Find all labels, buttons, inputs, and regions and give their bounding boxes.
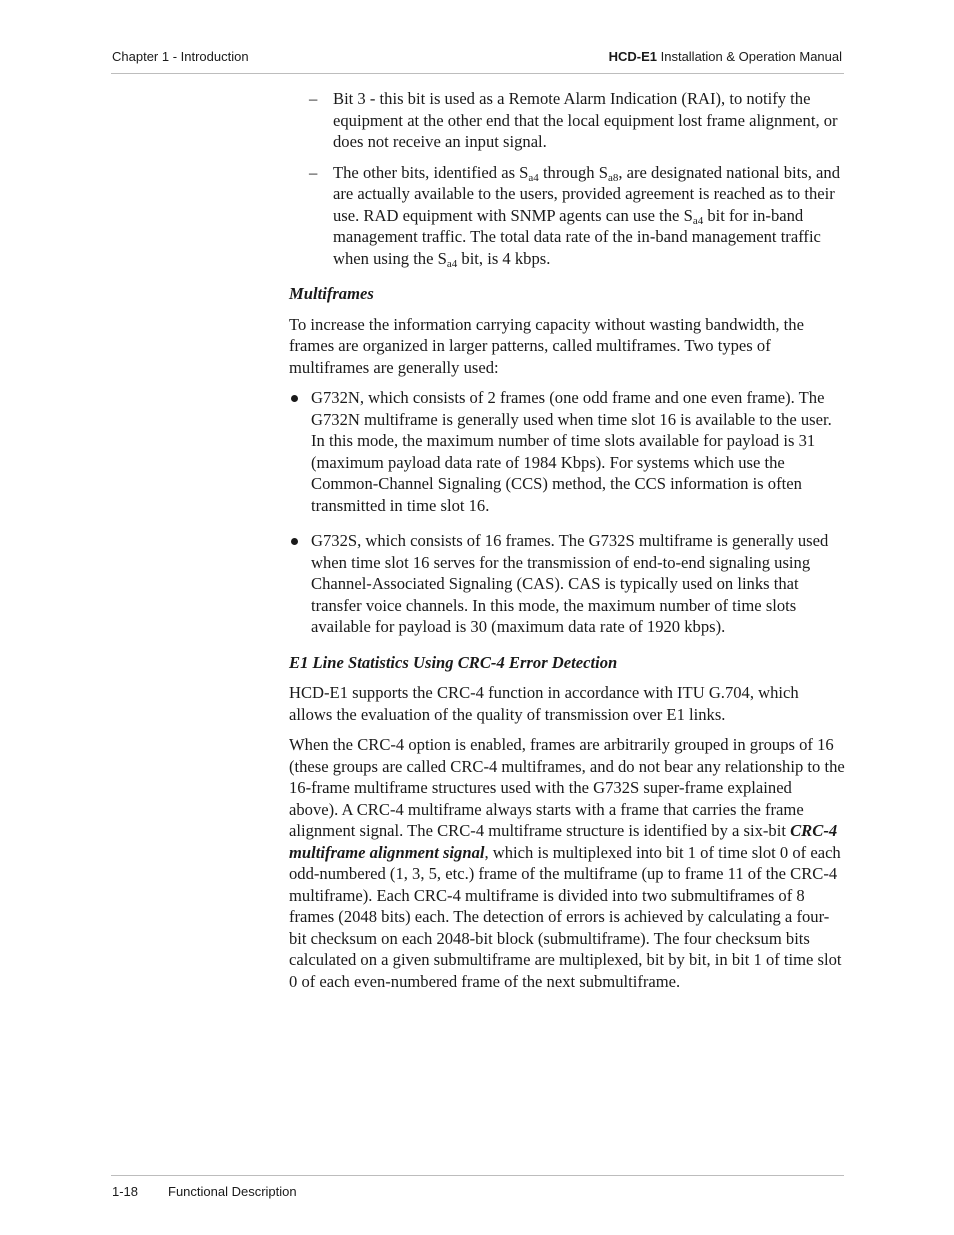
text-run: , which is multiplexed into bit 1 of time slot 0 of each odd-numbered (1, 3, 5, etc.) frame of the multiframe (up to frame 11 of the CRC-4 multiframe). Each CRC-4 multiframe is divided into two submultiframes of 8 frames (2048 bits) each. The detection of errors is achieved by calculating a four-bit checksum on each 2048-bit block (submultiframe). The four checksum bits calculated on a given submultiframe are multiplexed, bit by bit, in bit 1 of time slot 0 of each even-numbered frame of the next submultiframe.	[289, 842, 842, 991]
bullet-item	[289, 387, 845, 516]
bullet-text: G732S, which consists of 16 frames. The G732S multiframe is generally used when time slot 16 serves for the transmission of end-to-end signaling using Channel-Associated Signaling (CAS). CAS is typically used on links that transfer voice channels. In this mode, the maximum number of time slots available for payload is 30 (maximum data rate of 1920 kbps).	[311, 531, 829, 636]
subscript: a4	[692, 214, 704, 227]
product-name: HCD-E1	[608, 49, 657, 64]
dash-marker: –	[309, 162, 318, 182]
text-run: , are designated national bits, and are actually available to the users, provided agreement is reached as to their use. RAD equipment with SNMP agents can use the S	[333, 162, 840, 225]
bullet-icon	[291, 538, 298, 545]
chapter-title: Chapter 1 - Introduction	[112, 49, 249, 64]
list-item	[289, 88, 845, 153]
list-item-text: Bit 3 - this bit is used as a Remote Alarm Indication (RAI), to notify the equipment at the other end that the local equipment lost frame alignment, or does not receive an input signal.	[333, 89, 838, 151]
page-body	[289, 88, 845, 1001]
subscript: a4	[446, 257, 458, 270]
subscript: a4	[528, 171, 539, 184]
dash-marker: –	[309, 89, 318, 108]
paragraph: HCD-E1 supports the CRC-4 function in accordance with ITU G.704, which allows the evaluation of the quality of transmission over E1 links.	[289, 683, 799, 724]
manual-title	[609, 48, 842, 66]
bullet-icon	[291, 395, 298, 402]
bullet-text: G732N, which consists of 2 frames (one odd frame and one even frame). The G732N multiframe is generally used when time slot 16 is available to the user. In this mode, the maximum number of time slots available for payload is 31 (maximum payload data rate of 1984 Kbps). For systems which use the Common-Channel Signaling (CCS) method, the CCS information is often transmitted in time slot 16.	[311, 388, 832, 515]
section-heading-multiframes: Multiframes	[289, 284, 374, 303]
list-item-text	[333, 163, 840, 268]
text-run: When the CRC-4 option is enabled, frames are arbitrarily grouped in groups of 16 (these groups are called CRC-4 multiframes, and do not bear any relationship to the 16-frame multiframe structures used with the G732S super-frame explained above). A CRC-4 multiframe always starts with a frame that carries the frame alignment signal. The CRC-4 multiframe structure is identified by a six-bit	[289, 735, 845, 840]
manual-subtitle: Installation & Operation Manual	[657, 49, 842, 64]
text-run: The other bits, identified as S	[333, 162, 529, 182]
text-run: bit, is 4 kbps.	[457, 248, 551, 268]
text-run: through S	[538, 162, 608, 182]
text-run: bit for in-band management traffic. The total data rate of the in-band management traffic when using the S	[333, 205, 821, 268]
paragraph: To increase the information carrying capacity without wasting bandwidth, the frames are organized in larger patterns, called multiframes. Two types of multiframes are generally used:	[289, 314, 804, 377]
page-header	[111, 48, 844, 74]
bullet-item	[289, 530, 845, 638]
list-item	[289, 162, 845, 270]
subscript: a8	[607, 171, 619, 184]
section-heading-crc4: E1 Line Statistics Using CRC-4 Error Detection	[289, 652, 618, 672]
footer-section: Functional Description	[168, 1184, 297, 1199]
page-number: 1-18	[112, 1184, 139, 1199]
page-footer	[111, 1175, 844, 1201]
emphasis-term: CRC-4 multiframe alignment signal	[289, 821, 838, 862]
paragraph	[289, 734, 845, 992]
